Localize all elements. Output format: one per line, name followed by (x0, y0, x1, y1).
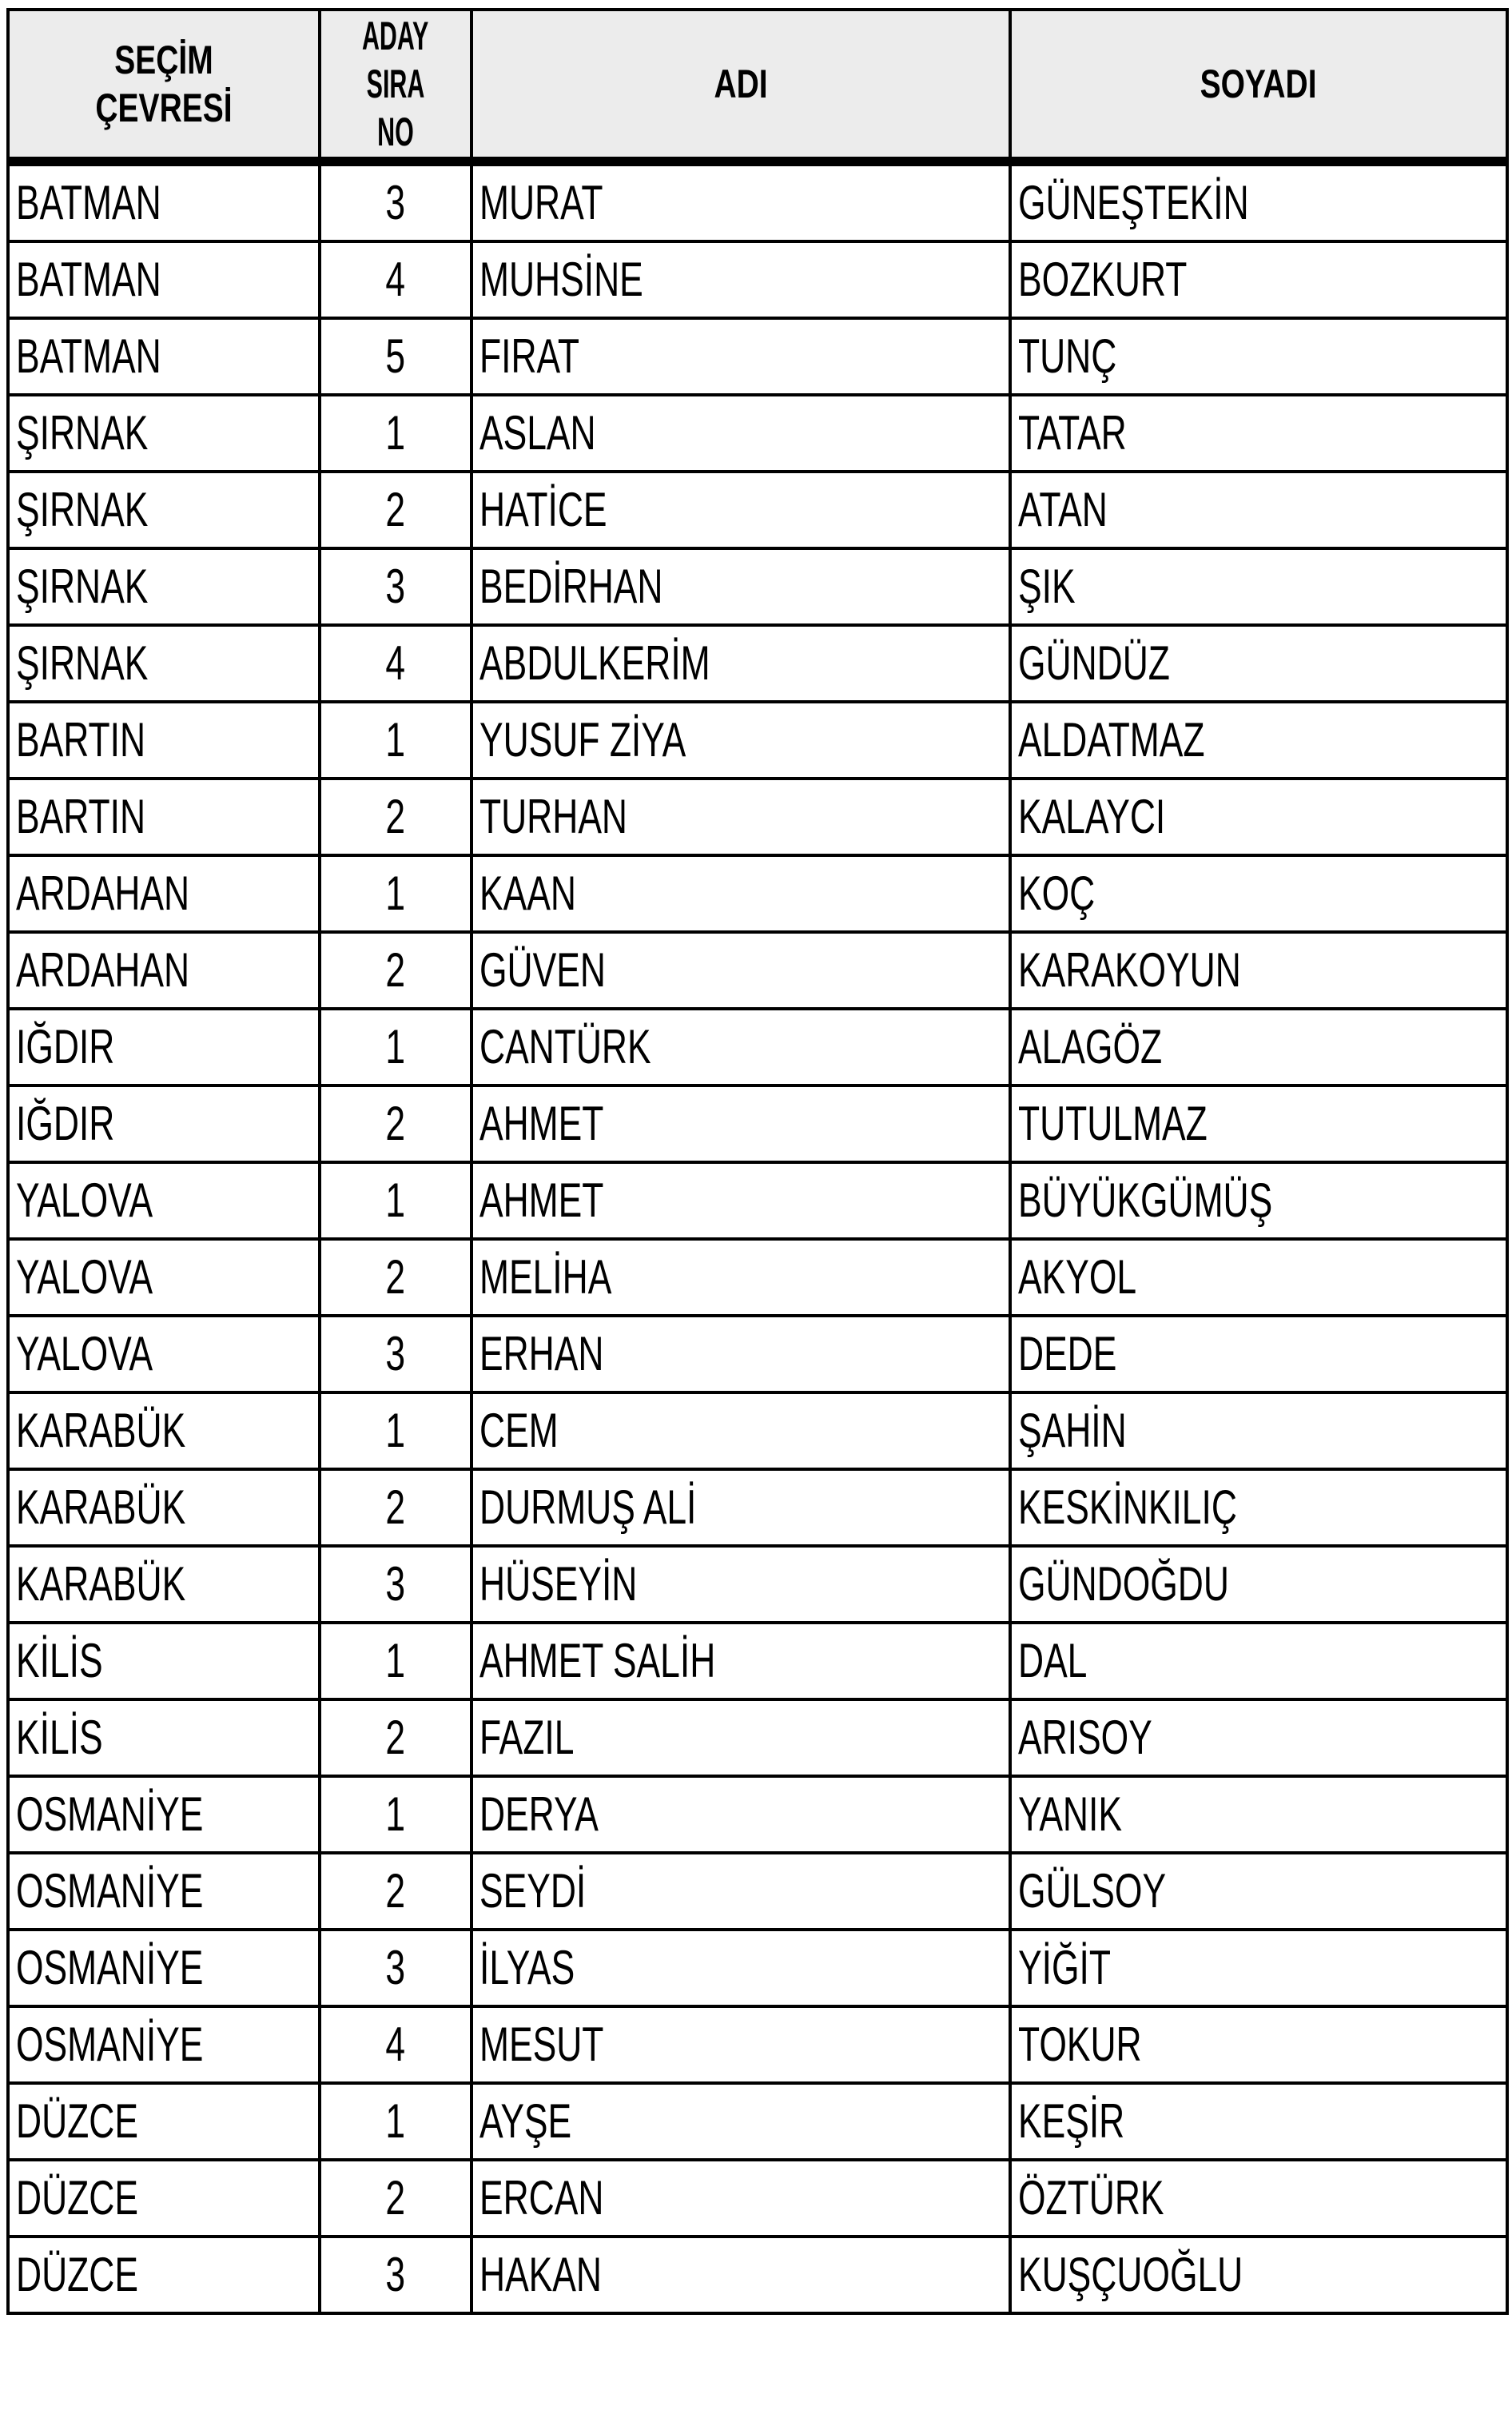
header-district: SEÇİM ÇEVRESİ (8, 10, 320, 161)
rank-cell: 2 (320, 1239, 472, 1316)
district-cell: ŞIRNAK (8, 472, 320, 548)
surname-cell: TOKUR (1010, 2006, 1507, 2083)
district-cell: OSMANİYE (8, 1930, 320, 2006)
name-cell: YUSUF ZİYA (472, 702, 1010, 779)
name-cell: ERHAN (472, 1316, 1010, 1392)
surname-cell: DEDE (1010, 1316, 1507, 1392)
rank-cell: 3 (320, 1546, 472, 1623)
name-cell: GÜVEN (472, 932, 1010, 1009)
rank-cell: 2 (320, 1086, 472, 1162)
district-cell: DÜZCE (8, 2237, 320, 2313)
name-cell: KAAN (472, 855, 1010, 932)
rank-cell: 3 (320, 1316, 472, 1392)
rank-cell: 1 (320, 1623, 472, 1699)
rank-cell: 1 (320, 1009, 472, 1086)
district-cell: KARABÜK (8, 1469, 320, 1546)
name-cell: HAKAN (472, 2237, 1010, 2313)
surname-cell: YİĞİT (1010, 1930, 1507, 2006)
name-cell: HÜSEYİN (472, 1546, 1010, 1623)
table-row (8, 1623, 1507, 1699)
name-cell: FIRAT (472, 318, 1010, 395)
surname-cell: KALAYCI (1010, 779, 1507, 855)
district-cell: DÜZCE (8, 2083, 320, 2160)
table-row (8, 932, 1507, 1009)
surname-cell: GÜLSOY (1010, 1853, 1507, 1930)
rank-cell: 1 (320, 1162, 472, 1239)
name-cell: FAZIL (472, 1699, 1010, 1776)
rank-cell: 3 (320, 548, 472, 625)
table-row (8, 1316, 1507, 1392)
district-cell: KARABÜK (8, 1546, 320, 1623)
district-cell: YALOVA (8, 1162, 320, 1239)
table-row (8, 1930, 1507, 2006)
district-cell: YALOVA (8, 1316, 320, 1392)
table-header (8, 10, 1507, 161)
district-cell: BATMAN (8, 161, 320, 241)
district-cell: IĞDIR (8, 1086, 320, 1162)
name-cell: AHMET (472, 1162, 1010, 1239)
table-row (8, 1086, 1507, 1162)
rank-cell: 4 (320, 241, 472, 318)
table-row (8, 318, 1507, 395)
surname-cell: AKYOL (1010, 1239, 1507, 1316)
header-rank-line2: SIRA NO (366, 62, 425, 154)
header-row (8, 10, 1507, 161)
table-row (8, 161, 1507, 241)
table-row (8, 702, 1507, 779)
district-cell: ŞIRNAK (8, 395, 320, 472)
surname-cell: KEŞİR (1010, 2083, 1507, 2160)
table-row (8, 1853, 1507, 1930)
table-row (8, 241, 1507, 318)
table-row (8, 472, 1507, 548)
surname-cell: GÜNDÜZ (1010, 625, 1507, 702)
table-row (8, 2237, 1507, 2313)
rank-cell: 1 (320, 1776, 472, 1853)
surname-cell: DAL (1010, 1623, 1507, 1699)
name-cell: MUHSİNE (472, 241, 1010, 318)
name-cell: DURMUŞ ALİ (472, 1469, 1010, 1546)
district-cell: ARDAHAN (8, 855, 320, 932)
surname-cell: ARISOY (1010, 1699, 1507, 1776)
rank-cell: 3 (320, 2237, 472, 2313)
table-row (8, 1392, 1507, 1469)
surname-cell: KOÇ (1010, 855, 1507, 932)
table-row (8, 1776, 1507, 1853)
district-cell: IĞDIR (8, 1009, 320, 1086)
rank-cell: 2 (320, 2160, 472, 2237)
name-cell: MURAT (472, 161, 1010, 241)
district-cell: KİLİS (8, 1699, 320, 1776)
surname-cell: GÜNEŞTEKİN (1010, 161, 1507, 241)
name-cell: ABDULKERİM (472, 625, 1010, 702)
district-cell: KARABÜK (8, 1392, 320, 1469)
table-row (8, 779, 1507, 855)
name-cell: AHMET (472, 1086, 1010, 1162)
district-cell: BATMAN (8, 241, 320, 318)
table-row (8, 395, 1507, 472)
district-cell: YALOVA (8, 1239, 320, 1316)
header-candidate-rank (320, 10, 472, 161)
name-cell: HATİCE (472, 472, 1010, 548)
table-row (8, 1469, 1507, 1546)
name-cell: SEYDİ (472, 1853, 1010, 1930)
name-cell: İLYAS (472, 1930, 1010, 2006)
rank-cell: 2 (320, 472, 472, 548)
surname-cell: GÜNDOĞDU (1010, 1546, 1507, 1623)
surname-cell: KARAKOYUN (1010, 932, 1507, 1009)
table-row (8, 625, 1507, 702)
rank-cell: 1 (320, 702, 472, 779)
table-row (8, 2006, 1507, 2083)
rank-cell: 3 (320, 1930, 472, 2006)
surname-cell: TATAR (1010, 395, 1507, 472)
rank-cell: 4 (320, 625, 472, 702)
district-cell: BATMAN (8, 318, 320, 395)
table-row (8, 1546, 1507, 1623)
name-cell: ASLAN (472, 395, 1010, 472)
rank-cell: 2 (320, 1469, 472, 1546)
name-cell: CEM (472, 1392, 1010, 1469)
rank-cell: 3 (320, 161, 472, 241)
header-surname: SOYADI (1010, 10, 1507, 161)
rank-cell: 1 (320, 2083, 472, 2160)
district-cell: BARTIN (8, 702, 320, 779)
name-cell: DERYA (472, 1776, 1010, 1853)
table-row (8, 1009, 1507, 1086)
name-cell: MELİHA (472, 1239, 1010, 1316)
header-rank-line1: ADAY (362, 14, 429, 58)
table-row (8, 1239, 1507, 1316)
table-row (8, 2083, 1507, 2160)
surname-cell: TUTULMAZ (1010, 1086, 1507, 1162)
name-cell: BEDİRHAN (472, 548, 1010, 625)
rank-cell: 1 (320, 855, 472, 932)
name-cell: AHMET SALİH (472, 1623, 1010, 1699)
district-cell: OSMANİYE (8, 1776, 320, 1853)
surname-cell: ŞIK (1010, 548, 1507, 625)
surname-cell: KESKİNKILIÇ (1010, 1469, 1507, 1546)
district-cell: OSMANİYE (8, 1853, 320, 1930)
district-cell: DÜZCE (8, 2160, 320, 2237)
surname-cell: KUŞÇUOĞLU (1010, 2237, 1507, 2313)
name-cell: TURHAN (472, 779, 1010, 855)
rank-cell: 2 (320, 1853, 472, 1930)
surname-cell: BÜYÜKGÜMÜŞ (1010, 1162, 1507, 1239)
surname-cell: TUNÇ (1010, 318, 1507, 395)
rank-cell: 1 (320, 395, 472, 472)
candidate-table (6, 8, 1509, 2315)
district-cell: BARTIN (8, 779, 320, 855)
district-cell: KİLİS (8, 1623, 320, 1699)
rank-cell: 1 (320, 1392, 472, 1469)
table-row (8, 1162, 1507, 1239)
district-cell: OSMANİYE (8, 2006, 320, 2083)
district-cell: ŞIRNAK (8, 625, 320, 702)
name-cell: CANTÜRK (472, 1009, 1010, 1086)
rank-cell: 5 (320, 318, 472, 395)
name-cell: AYŞE (472, 2083, 1010, 2160)
rank-cell: 4 (320, 2006, 472, 2083)
rank-cell: 2 (320, 932, 472, 1009)
surname-cell: ÖZTÜRK (1010, 2160, 1507, 2237)
district-cell: ŞIRNAK (8, 548, 320, 625)
name-cell: ERCAN (472, 2160, 1010, 2237)
rank-cell: 2 (320, 1699, 472, 1776)
rank-cell: 2 (320, 779, 472, 855)
district-cell: ARDAHAN (8, 932, 320, 1009)
surname-cell: ALDATMAZ (1010, 702, 1507, 779)
surname-cell: ATAN (1010, 472, 1507, 548)
table-body (8, 161, 1507, 2313)
surname-cell: ALAGÖZ (1010, 1009, 1507, 1086)
table-row (8, 548, 1507, 625)
table-row (8, 2160, 1507, 2237)
table-row (8, 855, 1507, 932)
surname-cell: BOZKURT (1010, 241, 1507, 318)
header-name: ADI (472, 10, 1010, 161)
surname-cell: ŞAHİN (1010, 1392, 1507, 1469)
name-cell: MESUT (472, 2006, 1010, 2083)
surname-cell: YANIK (1010, 1776, 1507, 1853)
table-row (8, 1699, 1507, 1776)
